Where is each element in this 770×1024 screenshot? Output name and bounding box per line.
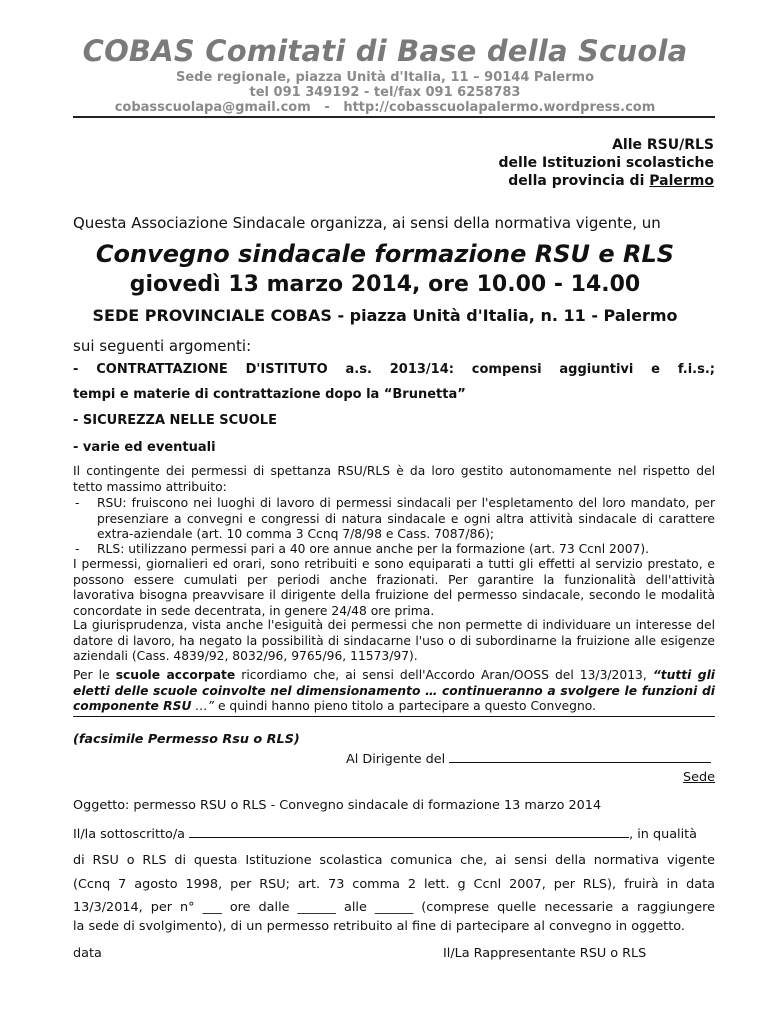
form-signer-label: Il/la sottoscritto/a (73, 827, 186, 842)
phone-numbers: tel 091 349192 - tel/fax 091 6258783 (249, 85, 521, 100)
bullet-rsu-text: RSU: fruiscono nei luoghi di lavoro di permessi sindacali per l'espletamento del loro mandato, per presenziare a convegni e congressi di natura sindacale e ogni altra attività sindacale di carattere extra-aziendale (art. 10 comma 3 Ccnq 7/8/98 e Cass. 7087/86); (97, 496, 715, 541)
seat-address: Sede regionale, piazza Unità d'Italia, 11 – 90144 Palermo (175, 70, 595, 85)
quote-ellipsis: …” (191, 699, 215, 713)
form-line-2: di RSU o RLS di questa Istituzione scolastica comunica che, ai sensi della normativa vigente (73, 853, 715, 868)
form-role-label: , in qualità (629, 827, 698, 842)
bullet-dash: - (75, 496, 80, 510)
topics-lead: sui seguenti argomenti: (73, 337, 252, 355)
name-blank[interactable] (189, 836, 629, 838)
addressee-line-1: Alle RSU/RLS (612, 137, 714, 153)
form-line-4: 13/3/2014, per n° ___ ore dalle ______ alle ______ (comprese quelle necessarie a raggiungere (73, 900, 715, 915)
topic-item-1-continued: tempi e materie di contrattazione dopo la “Brunetta” (73, 387, 466, 402)
header-divider (73, 116, 715, 118)
paragraph-jurisprudence: La giurisprudenza, vista anche l'esiguità dei permessi che non permette di individuare un interesse del datore di lavoro, ha negato la possibilità di sindacarne l'uso o di subordinarne la fruizione alle esigenze aziendali (Cass. 4839/92, 8032/96, 9765/96, 11573/97). (73, 618, 715, 663)
form-subject: Oggetto: permesso RSU o RLS - Convegno sindacale di formazione 13 marzo 2014 (73, 798, 602, 813)
form-heading: (facsimile Permesso Rsu o RLS) (73, 732, 300, 747)
addressee-line-3 (508, 173, 714, 189)
agreement-quote: “tutti gli eletti delle scuole coinvolte nel dimensionamento … continueranno a svolgere le funzioni di componente RSU (73, 668, 715, 713)
form-recipient (346, 752, 716, 767)
form-line-1 (73, 827, 715, 842)
addressee-province-label: della provincia di (508, 173, 650, 189)
paragraph-merged-schools (73, 668, 715, 717)
event-title: Convegno sindacale formazione RSU e RLS (95, 240, 675, 268)
topic-item-3: - varie ed eventuali (73, 440, 216, 455)
form-line-3: (Ccnq 7 agosto 1998, per RSU; art. 73 comma 2 lett. g Ccnl 2007, per RLS), fruirà in data (73, 877, 715, 892)
bullet-dash: - (75, 542, 80, 556)
organization-name: COBAS Comitati di Base della Scuola (82, 34, 688, 68)
merged-text-a: Per le (73, 668, 116, 682)
addressee-line-2: delle Istituzioni scolastiche (498, 155, 714, 171)
merged-schools-label: scuole accorpate (115, 668, 236, 682)
intro-text: Questa Associazione Sindacale organizza, ai sensi della normativa vigente, un (73, 214, 661, 232)
event-venue: SEDE PROVINCIALE COBAS - piazza Unità d'Italia, n. 11 - Palermo (92, 306, 678, 325)
contact-info: cobasscuolapa@gmail.com - http://cobasscuolapalermo.wordpress.com (114, 100, 656, 115)
merged-text-f: e quindi hanno pieno titolo a partecipare a questo Convegno. (214, 699, 597, 713)
signature-label: Il/La Rappresentante RSU o RLS (443, 946, 647, 961)
date-label: data (73, 946, 102, 961)
paragraph-contingent: Il contingente dei permessi di spettanza RSU/RLS è da loro gestito autonomamente nel rispetto del tetto massimo attribuito: (73, 464, 715, 494)
bullet-rls-text: RLS: utilizzano permessi pari a 40 ore annue anche per la formazione (art. 73 Ccnl 2007). (97, 542, 650, 556)
merged-text-c: ricordiamo che, ai sensi dell'Accordo Aran/OOSS del 13/3/2013, (235, 668, 653, 682)
event-date: giovedì 13 marzo 2014, ore 10.00 - 14.00 (129, 272, 641, 297)
school-name-blank[interactable] (449, 761, 711, 763)
form-line-5: la sede di svolgimento), di un permesso retribuito al fine di partecipare al convegno in oggetto. (73, 919, 685, 934)
topic-item-2: - SICUREZZA NELLE SCUOLE (73, 413, 277, 428)
bullet-rsu (73, 496, 715, 543)
topic-item-1: - CONTRATTAZIONE D'ISTITUTO a.s. 2013/14: compensi aggiuntivi e f.i.s.; (73, 362, 715, 377)
form-recipient-label: Al Dirigente del (346, 752, 446, 767)
form-sede: Sede (683, 770, 715, 785)
addressee-city: Palermo (649, 173, 714, 189)
paragraph-permits: I permessi, giornalieri ed orari, sono retribuiti e sono equiparati a tutti gli effetti al servizio prestato, e possono essere cumulati per periodi anche frazionati. Per garantire la funzionalità dell'attività lavorativa bisogna preavvisare il dirigente della fruizione del permesso sindacale, secondo le modalità concordate in sede decentrata, in genere 24/48 ore prima. (73, 557, 715, 618)
bullet-rls (73, 542, 715, 558)
